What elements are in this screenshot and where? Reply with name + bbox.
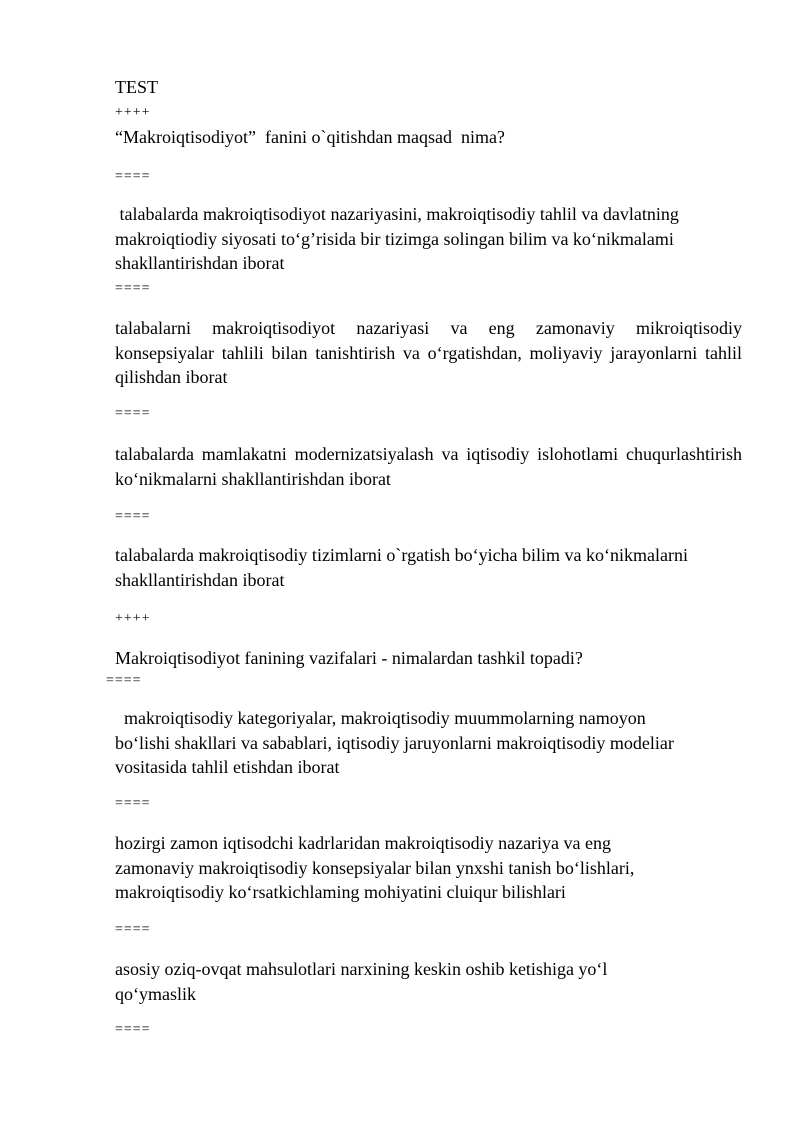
answer-separator: ==== xyxy=(115,1022,151,1037)
answer-line: qo‘ymaslik xyxy=(115,983,196,1004)
answer-line: makroiqtisodiy ko‘rsatkichlaming mohiyatini cluiqur bilishlari xyxy=(115,882,566,902)
answer-option xyxy=(115,706,742,780)
answer-separator: ==== xyxy=(115,281,151,296)
answer-line: asosiy oziq-ovqat mahsulotlari narxining keskin oshib ketishiga yo‘l xyxy=(115,959,608,979)
answer-option xyxy=(115,957,742,1006)
answer-line: zamonaviy makroiqtisodiy konsepsiyalar bilan ynxshi tanish bo‘lishlari, xyxy=(115,857,635,878)
answer-separator: ==== xyxy=(106,673,142,688)
answer-separator: ==== xyxy=(115,509,151,524)
answer-option: talabalarda makroiqtisodiy tizimlarni o`rgatish bo‘yicha bilim va ko‘nikmalarni shakllantirishdan iborat xyxy=(115,545,689,590)
test-header: TEST xyxy=(115,77,158,97)
answer-line: talabalarda makroiqtisodiyot nazariyasini, makroiqtisodiy tahlil va davlatning xyxy=(115,204,679,224)
answer-separator: ==== xyxy=(115,169,151,184)
answer-separator: ==== xyxy=(115,922,151,937)
answer-option xyxy=(115,831,742,905)
question-separator: ++++ xyxy=(115,105,151,120)
answer-option: talabalarda mamlakatni modernizatsiyalash va iqtisodiy islohotlami chuqurlashtirish ko‘nikmalarni shakllantirishdan iborat xyxy=(115,444,742,489)
answer-line: vositasida tahlil etishdan iborat xyxy=(115,757,340,777)
answer-option: talabalarni makroiqtisodiyot nazariyasi va eng zamonaviy mikroiqtisodiy konsepsiyalar tahlili bilan tanishtirish va o‘rgatishdan, moliyaviy jarayonlarni tahlil qilishdan iborat xyxy=(115,318,742,387)
question-separator: ++++ xyxy=(115,611,151,626)
answer-line: bo‘lishi shakllari va sabablari, iqtisodiy jaruyonlarni makroiqtisodiy modeliar xyxy=(115,732,674,753)
question-text: Makroiqtisodiyot fanining vazifalari - nimalardan tashkil topadi? xyxy=(115,648,583,668)
answer-line: makroiqtiodiy siyosati to‘g’risida bir tizimga solingan bilim va ko‘nikmalami xyxy=(115,228,674,249)
question-text: “Makroiqtisodiyot” fanini o`qitishdan maqsad nima? xyxy=(115,127,505,147)
answer-line: shakllantirishdan iborat xyxy=(115,253,285,273)
answer-separator: ==== xyxy=(115,796,151,811)
answer-line: hozirgi zamon iqtisodchi kadrlaridan makroiqtisodiy nazariya va eng xyxy=(115,833,612,853)
answer-option xyxy=(115,202,742,276)
answer-separator: ==== xyxy=(115,406,151,421)
answer-line: makroiqtisodiy kategoriyalar, makroiqtisodiy muummolarning namoyon xyxy=(115,708,646,728)
